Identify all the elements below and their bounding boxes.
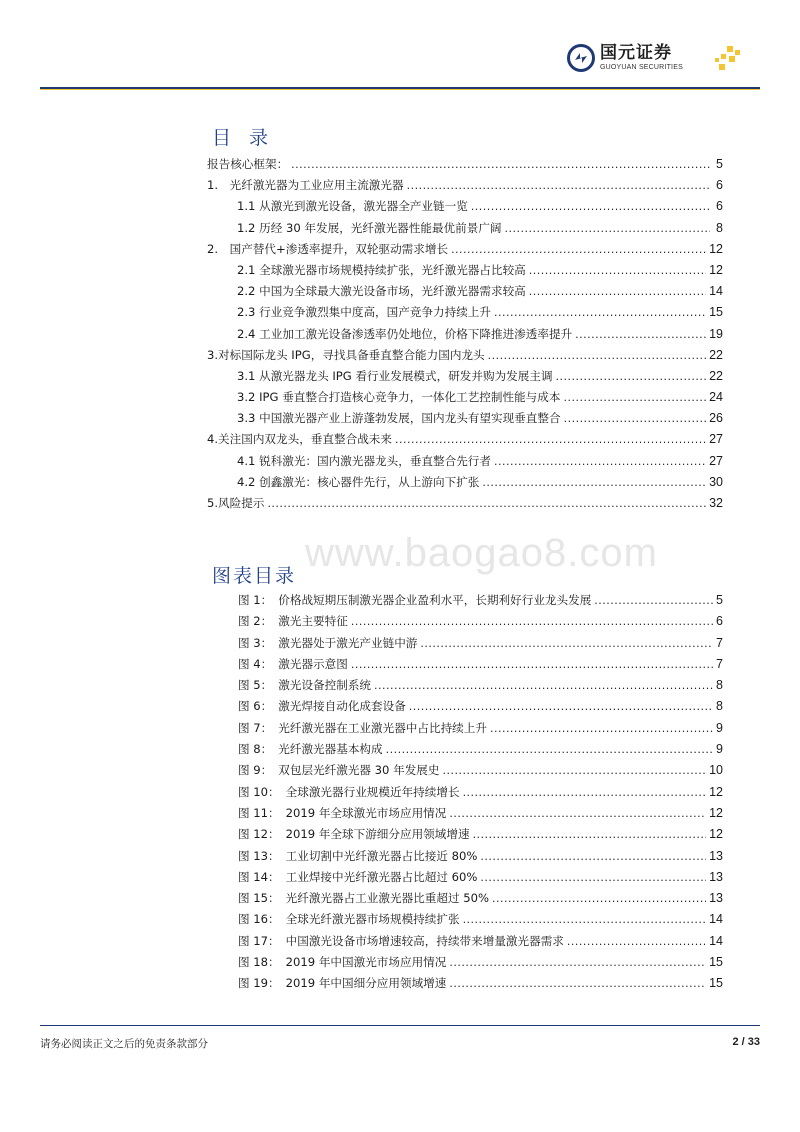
figure-entry-text: 工业焊接中光纤激光器占比超过 60%	[285, 869, 478, 884]
toc-entry-page: 19	[709, 326, 723, 341]
toc-entry[interactable]	[207, 474, 723, 495]
toc-list	[207, 156, 723, 516]
toc-entry-label: 2.3 行业竞争激烈集中度高，国产竞争力持续上升	[237, 305, 491, 320]
figure-leader-dots	[490, 722, 713, 735]
toc-leader-dots	[564, 412, 707, 425]
toc-entry[interactable]	[207, 368, 723, 389]
figure-entry-page: 15	[709, 955, 723, 970]
header-divider-accent	[40, 89, 760, 90]
figure-entry[interactable]	[238, 677, 723, 698]
toc-entry-page: 6	[716, 199, 723, 214]
figure-entry-label: 图 13：	[238, 848, 280, 863]
figure-entry[interactable]	[238, 762, 723, 783]
figure-leader-dots	[351, 615, 713, 628]
toc-entry-page: 22	[709, 368, 723, 383]
figure-entry-label: 图 4：	[238, 656, 273, 671]
toc-entry[interactable]	[207, 347, 723, 368]
figure-entry[interactable]	[238, 933, 723, 954]
toc-leader-dots	[529, 285, 706, 298]
figure-entry-page: 12	[709, 827, 723, 842]
figure-entry-page: 14	[709, 912, 723, 927]
figure-entry[interactable]	[238, 784, 723, 805]
toc-leader-dots	[529, 264, 706, 277]
figure-entry[interactable]	[238, 613, 723, 634]
figure-entry-text: 光纤激光器基本构成	[278, 742, 383, 757]
figure-entry-text: 光纤激光器在工业激光器中占比持续上升	[278, 720, 487, 735]
toc-entry[interactable]	[207, 431, 723, 452]
figure-entry-text: 2019 年中国激光市场应用情况	[285, 955, 447, 970]
toc-entry-label: 2.1 全球激光器市场规模持续扩张，光纤激光器占比较高	[237, 262, 526, 277]
figure-entry[interactable]	[238, 869, 723, 890]
figure-leader-dots	[449, 956, 706, 969]
figure-entry-text: 2019 年中国细分应用领域增速	[285, 976, 447, 991]
toc-entry-page: 27	[709, 432, 723, 447]
toc-entry-label: 2.2 中国为全球最大激光设备市场，光纤激光器需求较高	[237, 284, 526, 299]
brand-name-en: GUOYUAN SECURITIES	[600, 64, 683, 71]
toc-leader-dots	[488, 349, 706, 362]
toc-entry-page: 32	[709, 496, 723, 510]
figure-entry-label: 图 11：	[238, 805, 280, 820]
figure-entry-page: 7	[716, 635, 723, 650]
toc-leader-dots	[575, 328, 706, 341]
figure-entry-text: 全球激光器行业规模近年持续增长	[285, 784, 460, 799]
toc-entry[interactable]	[207, 410, 723, 431]
watermark: www.baogao8.com	[305, 531, 658, 575]
figure-entry-label: 图 10：	[238, 784, 280, 799]
figure-entry-text: 工业切割中光纤激光器占比接近 80%	[285, 848, 478, 863]
figure-entry-text: 价格战短期压制激光器企业盈利水平，长期利好行业龙头发展	[278, 593, 592, 607]
figure-entry-page: 14	[709, 933, 723, 948]
toc-entry[interactable]	[207, 453, 723, 474]
figure-entry[interactable]	[238, 635, 723, 656]
footer-divider	[40, 1025, 760, 1026]
toc-entry-page: 24	[709, 390, 723, 405]
figure-entry-text: 激光焊接自动化成套设备	[278, 699, 406, 714]
figure-entry-text: 光纤激光器占工业激光器比重超过 50%	[285, 891, 490, 906]
figure-leader-dots	[420, 637, 713, 650]
figure-leader-dots	[480, 850, 706, 863]
figure-leader-dots	[386, 743, 713, 756]
figure-leader-dots	[473, 828, 707, 841]
guoyuan-logo-icon	[567, 44, 595, 72]
toc-leader-dots	[556, 370, 707, 383]
page-number: 2 / 33	[732, 1036, 760, 1048]
toc-entry-label: 4.2 创鑫激光：核心器件先行，从上游向下扩张	[237, 474, 480, 489]
figure-entry-text: 2019 年全球激光市场应用情况	[285, 805, 447, 820]
figure-leader-dots	[480, 871, 706, 884]
toc-entry-label: 3.对标国际龙头 IPG，寻找具备垂直整合能力国内龙头	[207, 347, 485, 362]
toc-entry-page: 26	[709, 411, 723, 426]
figure-leader-dots	[449, 977, 706, 990]
toc-entry-label: 2.4 工业加工激光设备渗透率仍处地位，价格下降推进渗透率提升	[237, 326, 573, 341]
figure-entry-page: 15	[709, 976, 723, 991]
toc-entry[interactable]	[207, 304, 723, 325]
figure-entry[interactable]	[238, 848, 723, 869]
figure-leader-dots	[492, 892, 706, 905]
figure-entry[interactable]	[238, 975, 723, 996]
toc-entry-label: 1.1 从激光到激光设备，激光器全产业链一览	[237, 199, 468, 214]
figure-entry-label: 图 5：	[238, 678, 273, 693]
figure-leader-dots	[594, 594, 713, 607]
toc-entry-page: 12	[709, 241, 723, 256]
figure-entry[interactable]	[238, 720, 723, 741]
figure-entry-text: 激光设备控制系统	[278, 678, 372, 693]
figure-leader-dots	[443, 764, 707, 777]
figure-entry-label: 图 9：	[238, 763, 273, 778]
figure-entry-text: 激光主要特征	[278, 614, 348, 629]
toc-entry-label: 3.2 IPG 垂直整合打造核心竞争力，一体化工艺控制性能与成本	[237, 390, 561, 405]
figure-entry-page: 6	[716, 614, 723, 629]
figure-entry-label: 图 14：	[238, 869, 280, 884]
toc-entry-page: 15	[709, 305, 723, 320]
figure-leader-dots	[351, 658, 713, 671]
figure-entry[interactable]	[238, 890, 723, 911]
toc-entry[interactable]	[207, 262, 723, 283]
figure-entry-page: 8	[716, 678, 723, 693]
toc-entry[interactable]	[207, 241, 723, 262]
figure-entry[interactable]	[238, 656, 723, 677]
figure-entry[interactable]	[238, 805, 723, 826]
toc-leader-dots	[395, 433, 706, 446]
disclaimer-note: 请务必阅读正文之后的免责条款部分	[40, 1038, 208, 1050]
toc-entry[interactable]	[207, 283, 723, 304]
brand-squares-icon	[715, 46, 745, 74]
toc-entry-label: 1.2 历经 30 年发展，光纤激光器性能最优前景广阔	[237, 220, 502, 235]
toc-entry[interactable]	[207, 495, 723, 516]
figure-entry-page: 5	[716, 593, 723, 607]
figure-entry-label: 图 17：	[238, 933, 280, 948]
toc-leader-dots	[482, 476, 706, 489]
toc-entry[interactable]	[207, 326, 723, 347]
toc-entry-page: 12	[709, 262, 723, 277]
figure-entry-label: 图 15：	[238, 891, 280, 906]
figure-leader-dots	[463, 786, 707, 799]
toc-leader-dots	[471, 200, 710, 213]
brand-logo	[567, 44, 683, 72]
figure-entry-page: 12	[709, 805, 723, 820]
figure-entry-text: 中国激光设备市场增速较高，持续带来增量激光器需求	[285, 933, 564, 948]
figure-entry[interactable]	[238, 741, 723, 762]
toc-entry-label: 4.关注国内双龙头，垂直整合战未来	[207, 432, 392, 447]
toc-leader-dots	[494, 306, 706, 319]
figure-leader-dots	[567, 935, 706, 948]
toc-entry-page: 27	[709, 453, 723, 468]
figure-entry-text: 激光器处于激光产业链中游	[278, 635, 418, 650]
toc-leader-dots	[494, 455, 706, 468]
toc-entry-page: 22	[709, 347, 723, 362]
toc-title: 目 录	[212, 127, 275, 149]
toc-entry[interactable]	[207, 156, 723, 177]
figure-leader-dots	[449, 807, 706, 820]
figure-entry-label: 图 7：	[238, 720, 273, 735]
toc-entry-page: 8	[716, 220, 723, 235]
figure-entry[interactable]	[238, 954, 723, 975]
toc-entry[interactable]	[207, 389, 723, 410]
toc-entry-label: 2. 国产替代+渗透率提升，双轮驱动需求增长	[207, 241, 449, 256]
figure-entry-page: 9	[716, 720, 723, 735]
figure-entry[interactable]	[238, 826, 723, 847]
figure-entry[interactable]	[238, 592, 723, 613]
figure-entry-text: 激光器示意图	[278, 656, 348, 671]
toc-entry[interactable]	[207, 220, 723, 241]
figure-entry-page: 10	[709, 763, 723, 778]
toc-entry-page: 14	[709, 284, 723, 299]
figure-entry[interactable]	[238, 698, 723, 719]
toc-leader-dots	[291, 158, 710, 171]
toc-leader-dots	[505, 222, 710, 235]
figure-entry-page: 13	[709, 848, 723, 863]
figure-entry-text: 2019 年全球下游细分应用领域增速	[285, 827, 470, 842]
figure-entry-label: 图 6：	[238, 699, 273, 714]
toc-leader-dots	[563, 391, 706, 404]
toc-entry-label: 3.3 中国激光器产业上游蓬勃发展，国内龙头有望实现垂直整合	[237, 411, 561, 426]
toc-entry[interactable]	[207, 198, 723, 219]
figure-entry-page: 13	[709, 891, 723, 906]
toc-entry[interactable]	[207, 177, 723, 198]
figure-entry-page: 13	[709, 869, 723, 884]
figure-entry-label: 图 3：	[238, 635, 273, 650]
toc-entry-page: 30	[709, 474, 723, 489]
figure-entry-page: 8	[716, 699, 723, 714]
figures-list	[238, 592, 723, 997]
figure-leader-dots	[374, 679, 713, 692]
figure-entry[interactable]	[238, 911, 723, 932]
figure-entry-label: 图 16：	[238, 912, 280, 927]
toc-entry-page: 5	[716, 157, 723, 171]
toc-leader-dots	[407, 179, 710, 192]
figure-entry-text: 全球光纤激光器市场规模持续扩张	[285, 912, 460, 927]
figure-entry-text: 双包层光纤激光器 30 年发展史	[278, 763, 440, 778]
figure-entry-label: 图 19：	[238, 976, 280, 991]
figure-entry-page: 12	[709, 784, 723, 799]
figure-entry-page: 7	[716, 656, 723, 671]
figure-entry-label: 图 8：	[238, 742, 273, 757]
figure-leader-dots	[409, 700, 713, 713]
figure-entry-page: 9	[716, 742, 723, 757]
toc-leader-dots	[451, 243, 706, 256]
figure-leader-dots	[463, 913, 707, 926]
toc-entry-label: 5.风险提示	[207, 496, 265, 510]
toc-entry-label: 4.1 锐科激光：国内激光器龙头，垂直整合先行者	[237, 453, 491, 468]
figure-entry-label: 图 12：	[238, 827, 280, 842]
toc-entry-label: 1. 光纤激光器为工业应用主流激光器	[207, 178, 404, 193]
toc-entry-label: 3.1 从激光器龙头 IPG 看行业发展模式，研发并购为发展主调	[237, 368, 553, 383]
toc-entry-label: 报告核心框架：	[207, 157, 289, 171]
toc-entry-page: 6	[716, 178, 723, 193]
toc-leader-dots	[267, 497, 706, 510]
figure-entry-label: 图 2：	[238, 614, 273, 629]
figure-entry-label: 图 18：	[238, 955, 280, 970]
brand-name-cn: 国元证券	[600, 43, 672, 63]
figure-entry-label: 图 1：	[238, 593, 273, 607]
figures-title: 图表目录	[212, 565, 297, 587]
